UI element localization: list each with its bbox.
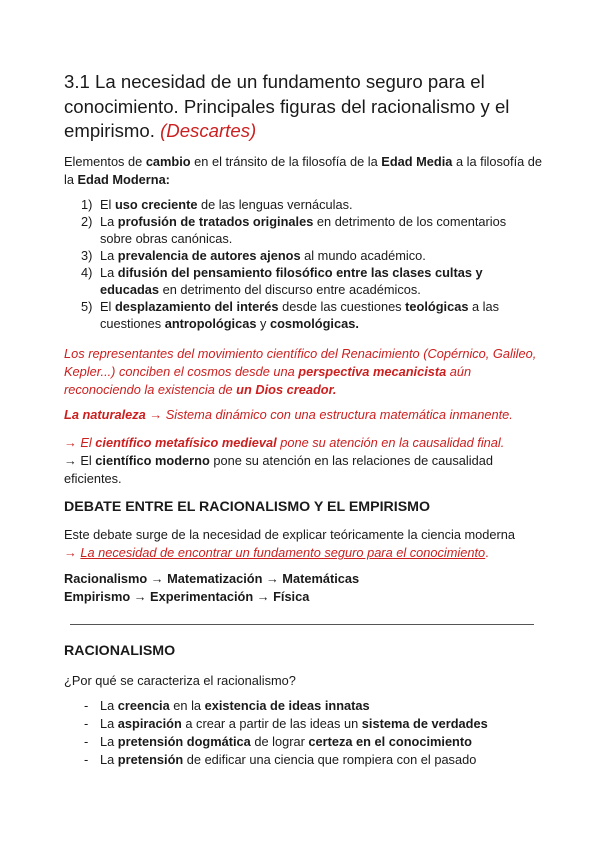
list-item	[64, 751, 534, 769]
arrow-glyph: →	[64, 545, 81, 560]
list-item	[64, 298, 534, 332]
list-number: 2)	[81, 214, 93, 229]
rationalism-chain: Racionalismo → Matematización → Matemáticas	[64, 571, 360, 586]
list-item	[64, 196, 534, 213]
intro-text: Elementos de	[64, 154, 146, 169]
concept-chains	[64, 570, 544, 606]
item-text: a crear a partir de las ideas un	[181, 716, 362, 731]
item-bold: desplazamiento del interés	[114, 299, 279, 314]
intro-bold: Edad Moderna:	[77, 172, 170, 187]
item-bold: pretensión dogmática	[117, 734, 251, 749]
modern-scientist-line	[64, 452, 544, 488]
item-bold: antropológicas	[164, 316, 257, 331]
list-number: 1)	[81, 197, 93, 212]
list-item	[64, 213, 534, 247]
item-bold: teológicas	[405, 299, 469, 314]
paragraph-text: → El	[64, 453, 96, 468]
intro-bold: cambio	[145, 154, 191, 169]
list-dash: -	[84, 698, 89, 713]
paragraph-text: pone su atención en las relaciones de causalidad eficientes.	[64, 453, 493, 486]
item-text: La	[100, 752, 118, 767]
item-bold: profusión de tratados originales	[117, 214, 314, 229]
item-text: La	[100, 214, 118, 229]
paragraph-bold: un Dios creador.	[236, 382, 337, 397]
causes-list	[64, 196, 534, 332]
item-text: La	[100, 716, 118, 731]
paragraph-bold: La naturaleza	[64, 407, 146, 422]
item-text: La	[100, 734, 118, 749]
debate-heading: DEBATE ENTRE EL RACIONALISMO Y EL EMPIRISMO	[64, 499, 431, 515]
item-bold: cosmológicas.	[269, 316, 359, 331]
list-item	[64, 264, 534, 298]
item-text: La	[100, 248, 118, 263]
item-bold: difusión del pensamiento filosófico entre las clases cultas y educadas	[100, 265, 483, 297]
horizontal-divider	[70, 624, 534, 625]
paragraph-text: .	[485, 545, 489, 560]
item-text: La	[100, 265, 118, 280]
paragraph-bold: científico moderno	[95, 453, 210, 468]
title-highlight: (Descartes)	[160, 120, 257, 141]
list-item	[64, 715, 534, 733]
item-text: de lograr	[250, 734, 309, 749]
item-bold: aspiración	[117, 716, 182, 731]
paragraph-text: Este debate surge de la necesidad de explicar teóricamente la ciencia moderna	[64, 527, 516, 542]
item-text: La	[100, 698, 118, 713]
paragraph-text: → Sistema dinámico con una estructura matemática inmanente.	[145, 407, 513, 422]
item-text: al mundo académico.	[300, 248, 426, 263]
item-text: y	[256, 316, 270, 331]
intro-text: en el tránsito de la filosofía de la	[190, 154, 382, 169]
racionalismo-heading: RACIONALISMO	[64, 643, 176, 659]
nature-paragraph	[64, 406, 544, 424]
paragraph-text: Los representantes del movimiento científico del Renacimiento (Copérnico, Galileo, Kepler...) conciben el cosmos desde una	[64, 346, 537, 379]
list-dash: -	[84, 752, 89, 767]
paragraph-text: aún reconociendo la existencia de	[64, 364, 472, 397]
intro-text: a la filosofía de la	[64, 154, 543, 187]
list-number: 4)	[81, 265, 93, 280]
item-bold: prevalencia de autores ajenos	[117, 248, 301, 263]
empiricism-chain: Empirismo → Experimentación → Física	[64, 589, 310, 604]
metaphysical-scientist-line	[64, 434, 544, 452]
paragraph-text: → El	[64, 435, 96, 450]
debate-paragraph	[64, 526, 544, 562]
item-text: de edificar una ciencia que rompiera con el pasado	[183, 752, 477, 767]
item-bold: uso creciente	[114, 197, 198, 212]
list-dash: -	[84, 716, 89, 731]
paragraph-bold: científico metafísico medieval	[95, 435, 277, 450]
item-text: El	[100, 299, 115, 314]
item-bold: pretensión	[117, 752, 184, 767]
paragraph-bold: perspectiva mecanicista	[298, 364, 447, 379]
title-text: 3.1 La necesidad de un fundamento seguro para el conocimiento. Principales figuras del racionalismo y el empirismo.	[64, 71, 510, 141]
list-number: 3)	[81, 248, 93, 263]
item-bold: sistema de verdades	[361, 716, 488, 731]
intro-paragraph	[64, 153, 544, 189]
item-text: de las lenguas vernáculas.	[197, 197, 353, 212]
item-text: en detrimento del discurso entre académicos.	[159, 282, 421, 297]
item-text: en detrimento de los comentarios sobre obras canónicas.	[100, 214, 507, 246]
item-text: desde las cuestiones	[278, 299, 406, 314]
underlined-phrase: La necesidad de encontrar un fundamento seguro para el conocimiento	[80, 545, 486, 560]
paragraph-text: pone su atención en la causalidad final.	[276, 435, 505, 450]
item-bold: creencia	[117, 698, 170, 713]
list-item	[64, 247, 534, 264]
item-bold: certeza en el conocimiento	[308, 734, 472, 749]
intro-bold: Edad Media	[381, 154, 453, 169]
item-text: El	[100, 197, 115, 212]
item-text: en la	[169, 698, 205, 713]
list-item	[64, 697, 534, 715]
racionalismo-traits-list	[64, 697, 534, 769]
list-dash: -	[84, 734, 89, 749]
list-item	[64, 733, 534, 751]
racionalismo-question: ¿Por qué se caracteriza el racionalismo?	[64, 673, 296, 688]
item-bold: existencia de ideas innatas	[204, 698, 370, 713]
item-text: a las cuestiones	[100, 299, 500, 331]
renaissance-paragraph	[64, 345, 544, 399]
section-title	[64, 70, 544, 144]
list-number: 5)	[81, 299, 93, 314]
